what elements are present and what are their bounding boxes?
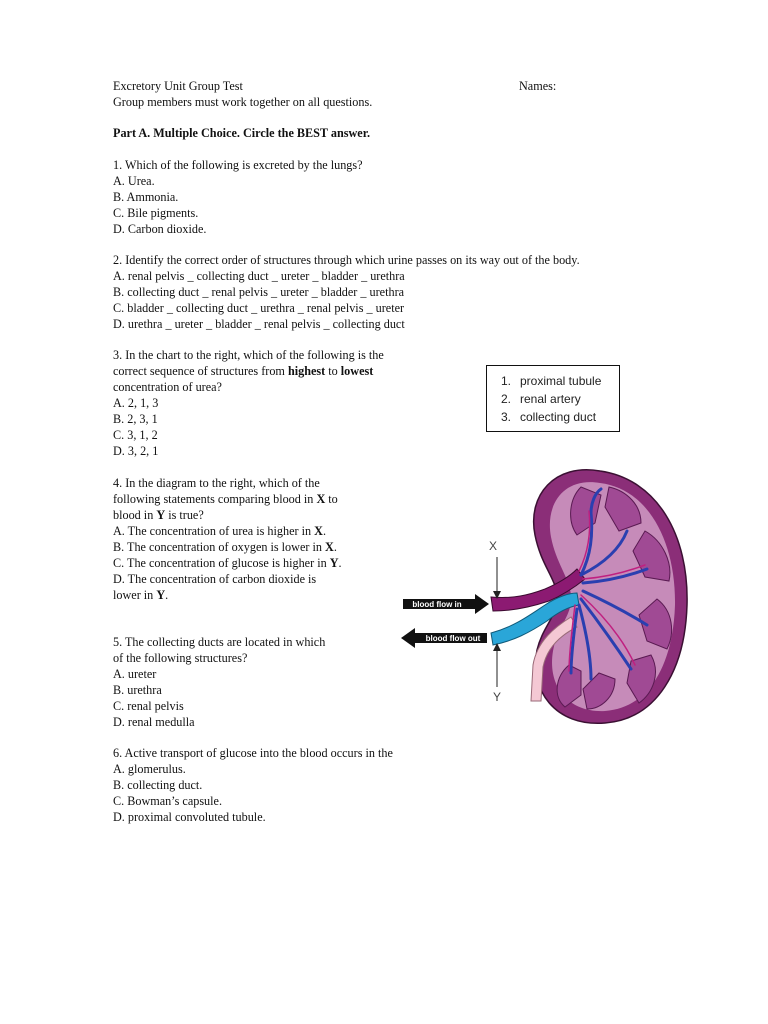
q6-stem: 6. Active transport of glucose into the blood occurs in the xyxy=(113,746,393,760)
q3-option-a: A. 2, 1, 3 xyxy=(113,396,159,410)
q6-option-d: D. proximal convoluted tubule. xyxy=(113,810,266,824)
chart-item-1: 1. proximal tubule xyxy=(501,374,602,388)
q4-option-d-line1: D. The concentration of carbon dioxide is xyxy=(113,572,317,586)
q3-option-b: B. 2, 3, 1 xyxy=(113,412,158,426)
q4-option-c: C. The concentration of glucose is higher in Y. xyxy=(113,556,342,570)
kidney-diagram xyxy=(395,465,700,730)
names-label: Names: xyxy=(519,79,557,93)
q5-option-c: C. renal pelvis xyxy=(113,699,184,713)
q5-stem-line1: 5. The collecting ducts are located in which xyxy=(113,635,326,649)
label-x: X xyxy=(488,539,498,553)
q4-stem-line3: blood in Y is true? xyxy=(113,508,204,522)
q3-stem-line2: correct sequence of structures from highest to lowest xyxy=(113,364,374,378)
q2-option-c: C. bladder _ collecting duct _ urethra _ renal pelvis _ ureter xyxy=(113,301,405,315)
q6-option-b: B. collecting duct. xyxy=(113,778,203,792)
part-a-heading: Part A. Multiple Choice. Circle the BEST answer. xyxy=(113,126,371,140)
q4-option-a: A. The concentration of urea is higher in X. xyxy=(113,524,327,538)
q6-option-a: A. glomerulus. xyxy=(113,762,186,776)
q3-option-d: D. 3, 2, 1 xyxy=(113,444,159,458)
label-y: Y xyxy=(492,690,502,704)
q2-stem: 2. Identify the correct order of structures through which urine passes on its way out of the body. xyxy=(113,253,580,267)
q5-option-b: B. urethra xyxy=(113,683,162,697)
q6-option-c: C. Bowman’s capsule. xyxy=(113,794,222,808)
chart-item-3: 3. collecting duct xyxy=(501,410,597,424)
q4-option-d-line2: lower in Y. xyxy=(113,588,169,602)
q1-option-a: A. Urea. xyxy=(113,174,155,188)
q3-stem-line1: 3. In the chart to the right, which of the following is the xyxy=(113,348,384,362)
q3-stem-line3: concentration of urea? xyxy=(113,380,222,394)
instructions: Group members must work together on all questions. xyxy=(113,95,373,109)
q2-option-d: D. urethra _ ureter _ bladder _ renal pelvis _ collecting duct xyxy=(113,317,405,331)
test-title: Excretory Unit Group Test xyxy=(113,79,243,93)
blood-flow-in-arrow xyxy=(403,594,489,614)
q1-option-d: D. Carbon dioxide. xyxy=(113,222,207,236)
q5-option-d: D. renal medulla xyxy=(113,715,195,729)
q2-option-b: B. collecting duct _ renal pelvis _ ureter _ bladder _ urethra xyxy=(113,285,405,299)
q1-stem: 1. Which of the following is excreted by the lungs? xyxy=(113,158,363,172)
q5-stem-line2: of the following structures? xyxy=(113,651,248,665)
q1-option-c: C. Bile pigments. xyxy=(113,206,199,220)
q4-option-b: B. The concentration of oxygen is lower in X. xyxy=(113,540,337,554)
q2-option-a: A. renal pelvis _ collecting duct _ ureter _ bladder _ urethra xyxy=(113,269,405,283)
urea-chart-box xyxy=(486,365,620,432)
q5-option-a: A. ureter xyxy=(113,667,157,681)
blood-flow-out-arrow xyxy=(401,628,487,648)
blood-flow-out-label: blood flow out xyxy=(425,634,481,643)
q4-stem-line1: 4. In the diagram to the right, which of the xyxy=(113,476,320,490)
blood-flow-in-label: blood flow in xyxy=(412,600,462,609)
chart-item-2: 2. renal artery xyxy=(501,392,581,406)
q4-stem-line2: following statements comparing blood in X to xyxy=(113,492,338,506)
q3-option-c: C. 3, 1, 2 xyxy=(113,428,158,442)
q1-option-b: B. Ammonia. xyxy=(113,190,179,204)
